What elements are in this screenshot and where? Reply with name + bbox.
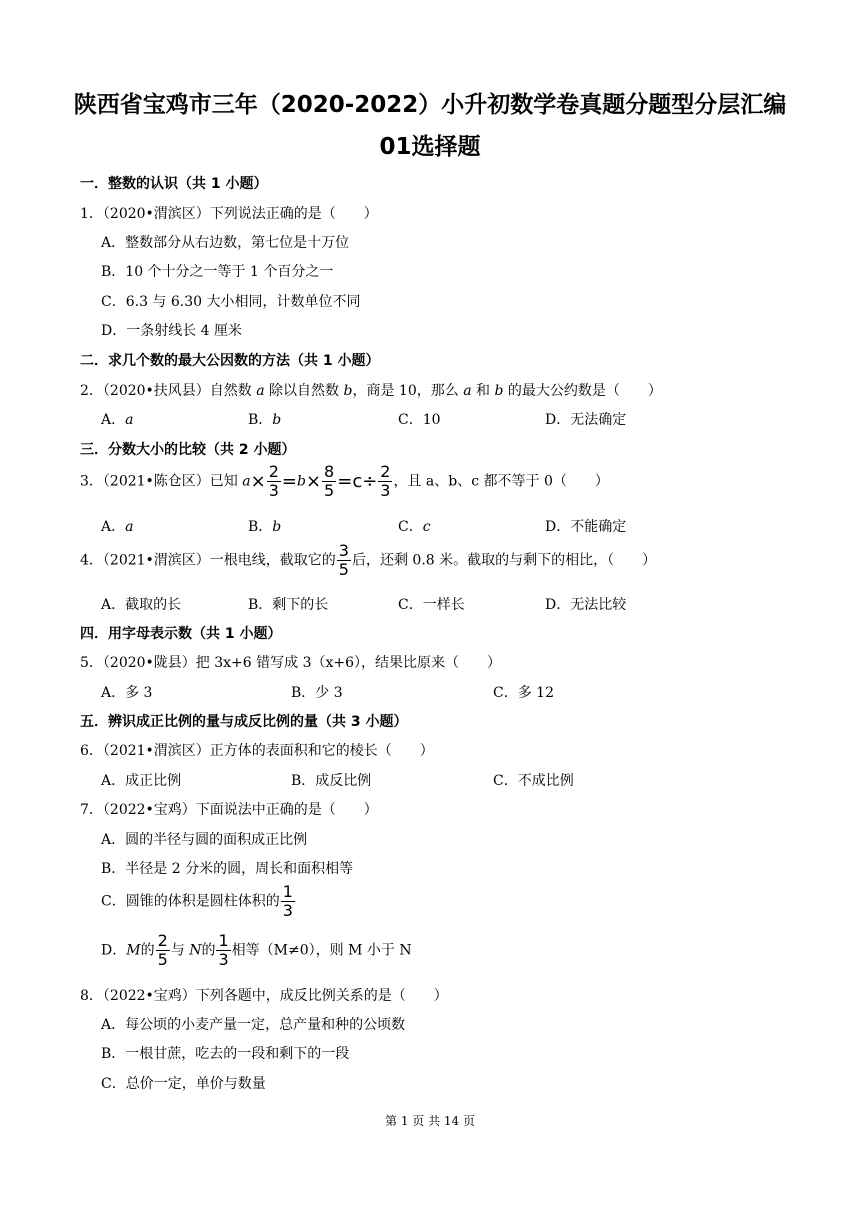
q2-option-d: D．无法确定 (545, 412, 627, 428)
section-heading-3: 三．分数大小的比较（共 2 小题） (80, 442, 296, 458)
q8-stem: 8．（2022•宝鸡）下列各题中，成反比例关系的是（ ） (80, 988, 448, 1004)
q4-fraction: $\frac{3}{5}$ (338, 541, 349, 579)
section-heading-5: 五．辨识成正比例的量与成反比例的量（共 3 小题） (80, 714, 408, 730)
q2-option-a: A．a (101, 412, 134, 428)
q2-stem (80, 380, 662, 400)
q3-option-a: A．a (101, 519, 134, 535)
q6-option-b: B．成反比例 (291, 773, 372, 789)
q2-option-c: C．10 (398, 412, 441, 428)
q6-option-c: C．不成比例 (493, 773, 574, 789)
q7-option-d: D．M的 $\frac{2}{5}$ 与 N的 $\frac{1}{3}$ 相等（M≠0），则 M 小于 N (101, 931, 412, 969)
q1-stem: 1．（2020•渭滨区）下列说法正确的是（ ） (80, 206, 378, 222)
q8-option-a: A．每公顷的小麦产量一定，总产量和种的公顷数 (101, 1017, 406, 1033)
q7-option-c: C．圆锥的体积是圆柱体积的 $\frac{1}{3}$ (101, 882, 293, 920)
q1-option-b: B．10 个十分之一等于 1 个百分之一 (101, 264, 334, 280)
q5-option-c: C．多 12 (493, 685, 554, 701)
q2-var-a2: a (463, 383, 472, 399)
q3-fraction-1: $\frac{2}{3}$ (268, 462, 279, 500)
page-footer: 第 1 页 共 14 页 (385, 1114, 475, 1128)
q5-option-a: A．多 3 (101, 685, 153, 701)
q4-option-a: A．截取的长 (101, 597, 182, 613)
q7-fraction-c: $\frac{1}{3}$ (282, 882, 293, 920)
section-heading-1: 一．整数的认识（共 1 小题） (80, 176, 268, 192)
q3-var-b: b (296, 473, 306, 490)
q2-option-b: B．b (248, 412, 282, 428)
q5-stem: 5．（2020•陇县）把 3x+6 错写成 3（x+6），结果比原来（ ） (80, 655, 502, 671)
q5-option-b: B．少 3 (291, 685, 343, 701)
q3-option-b: B．b (248, 519, 282, 535)
q3-fraction-2: $\frac{8}{5}$ (324, 462, 335, 500)
q8-option-c: C．总价一定，单价与数量 (101, 1076, 266, 1092)
q1-option-c: C．6.3 与 6.30 大小相同，计数单位不同 (101, 294, 361, 310)
q8-option-b: B．一根甘蔗，吃去的一段和剩下的一段 (101, 1046, 350, 1062)
q4-option-d: D．无法比较 (545, 597, 627, 613)
q6-stem: 6．（2021•渭滨区）正方体的表面积和它的棱长（ ） (80, 743, 434, 759)
q7-fraction-d2: $\frac{1}{3}$ (218, 931, 229, 969)
q3-option-c: C．c (398, 519, 431, 535)
q2-var-b: b (343, 383, 353, 399)
q4-stem: 4．（2021•渭滨区）一根电线，截取它的 $\frac{3}{5}$ 后，还剩 0.8 米。截取的与剩下的相比，（ ） (80, 541, 657, 579)
q7-stem: 7．（2022•宝鸡）下面说法中正确的是（ ） (80, 802, 378, 818)
q3-stem: 3．（2021•陈仓区）已知 a× $\frac{2}{3}$ =b× $\frac{8}{5}$ =c÷ $\frac{2}{3}$ ，且 a、b、c 都不等于 0（ ） (80, 462, 609, 500)
q3-var-a: a (242, 473, 251, 490)
q2-var-b2: b (494, 383, 504, 399)
section-heading-4: 四．用字母表示数（共 1 小题） (80, 626, 282, 642)
section-heading-2: 二．求几个数的最大公因数的方法（共 1 小题） (80, 353, 380, 369)
q7-option-a: A．圆的半径与圆的面积成正比例 (101, 832, 308, 848)
q4-option-b: B．剩下的长 (248, 597, 329, 613)
q2-text-mid3: 和 (471, 383, 495, 399)
doc-title-line1: 陕西省宝鸡市三年（2020-2022）小升初数学卷真题分题型分层汇编 (73, 92, 787, 118)
q2-var-a: a (256, 383, 265, 399)
q7-option-b: B．半径是 2 分米的圆，周长和面积相等 (101, 861, 354, 877)
q3-fraction-3: $\frac{2}{3}$ (380, 462, 391, 500)
q7-fraction-d1: $\frac{2}{5}$ (157, 931, 168, 969)
q1-option-a: A．整数部分从右边数，第七位是十万位 (101, 235, 350, 251)
q2-text-post: 的最大公约数是（ ） (503, 383, 662, 399)
q2-text-pre: 2．（2020•扶风县）自然数 (80, 383, 257, 399)
doc-title-line2: 01选择题 (379, 134, 481, 160)
q6-option-a: A．成正比例 (101, 773, 182, 789)
q1-option-d: D．一条射线长 4 厘米 (101, 323, 243, 339)
q2-text-mid1: 除以自然数 (264, 383, 344, 399)
q4-option-c: C．一样长 (398, 597, 465, 613)
q2-text-mid2: ，商是 10，那么 (352, 383, 464, 399)
q3-option-d: D．不能确定 (545, 519, 627, 535)
